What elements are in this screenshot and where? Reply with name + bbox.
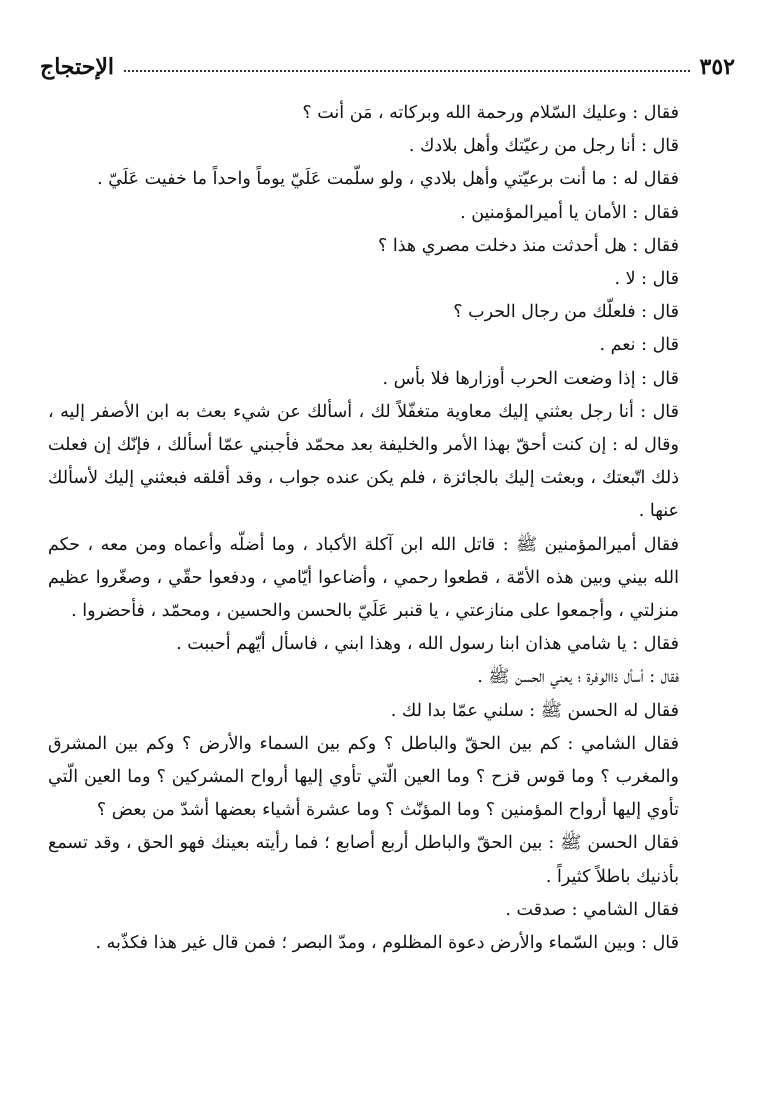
paragraph: فقال : هل أحدثت منذ دخلت مصري هذا ؟ <box>378 235 679 256</box>
paragraph: فقال : يا شامي هذان ابنا رسول الله ، وهذا ابني ، فاسأل أيّهم أحببت . <box>176 634 679 655</box>
paragraph: قال : وبين السّماء والأرض دعوة المظلوم ، ومدّ البصر ؛ فمن قال غير هذا فكذّبه . <box>95 933 679 954</box>
paragraph: فقال له : ما أنت برعيّتي وأهل بلادي ، ولو سلّمت عَلَيّ يوماً واحداً ما خفيت عَلَيّ . <box>97 169 679 190</box>
paragraph: قال : أنا رجل بعثني إليك معاوية متغفّلاً لك ، أسألك عن شيء بعث به ابن الأصفر إليه ، وقال له : إن كنت أحقّ بهذا الأمر والخليفة بعد محمّد فأجبني عمّا أسألك ، فإنّك إن فعلت ذلك اتّبعتك ، وبعثت إليك بالجائزة ، فلم يكن عنده جواب ، وقد أقلقه فبعثني إليك لأسألك عنها . <box>48 401 680 522</box>
page-number: ٣٥٢ <box>699 54 735 80</box>
paragraph: قال : أنا رجل من رعيّتك وأهل بلادك . <box>408 136 679 157</box>
body-text <box>48 97 717 960</box>
paragraph: فقال : الأمان يا أميرالمؤمنين . <box>460 202 679 223</box>
paragraph: فقال الحسن ﷺ : بين الحقّ والباطل أربع أصابع ؛ فما رأيته بعينك فهو الحق ، وقد تسمع بأذنيك باطلاً كثيراً . <box>48 833 679 887</box>
paragraph: قال : فلعلّك من رجال الحرب ؟ <box>453 302 679 323</box>
paragraph: فقال أميرالمؤمنين ﷺ : قاتل الله ابن آكلة الأكباد ، وما أضلّه وأعماه ومن معه ، حكم الله بيني وبين هذه الأمّة ، قطعوا رحمي ، وأضاعوا أيّامي ، ودفعوا حقّي ، وصغّروا عظيم منزلتي ، وأجمعوا على منازعتي ، يا قنبر عَلَيّ بالحسن والحسين ، ومحمّد ، فأحضروا . <box>48 534 679 622</box>
paragraph: فقال الشامي : صدقت . <box>505 899 679 920</box>
paragraph: قال : لا . <box>614 269 679 290</box>
paragraph: قال : نعم . <box>599 335 679 356</box>
paragraph: فقال : وعليك السّلام ورحمة الله وبركاته ، مَن أنت ؟ <box>302 103 679 123</box>
paragraph: فقال الشامي : كم بين الحقّ والباطل ؟ وكم بين السماء والأرض ؟ وكم بين المشرق والمغرب ؟ وما قوس قزح ؟ وما العين الّتي تأوي إليها أرواح المشركين ؟ وما العين الّتي تأوي إليها أرواح المؤمنين ؟ وما المؤنّث ؟ وما عشرة أشياء بعضها أشدّ من بعض ؟ <box>48 733 679 821</box>
paragraph: فقال : أسأل ذاالوفرة ؛ يعني الحسن ﷺ . <box>477 667 679 688</box>
header-dotted-leader <box>124 69 690 72</box>
book-title: الإحتجاج <box>40 54 115 80</box>
page-header <box>40 40 735 80</box>
paragraph: فقال له الحسن ﷺ : سلني عمّا بدا لك . <box>390 700 679 721</box>
paragraph: قال : إذا وضعت الحرب أوزارها فلا بأس . <box>382 368 679 389</box>
